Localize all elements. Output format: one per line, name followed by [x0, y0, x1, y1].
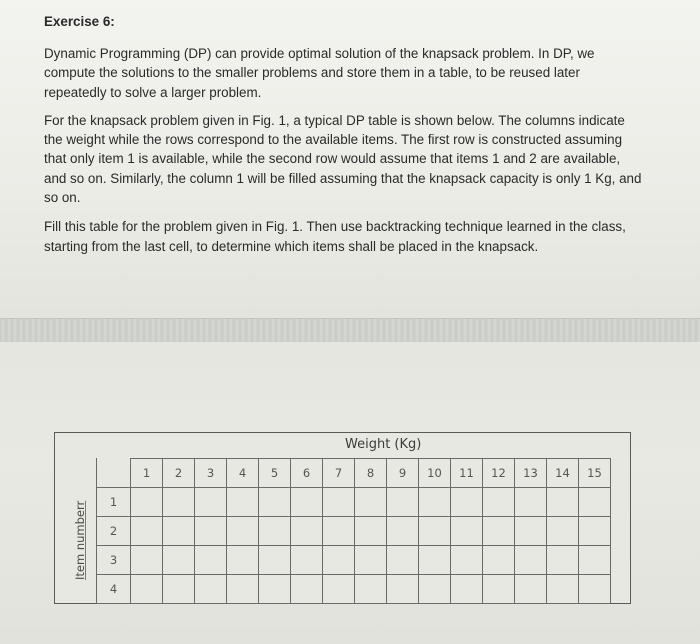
- item-row-header: 1: [97, 488, 131, 517]
- table-cell[interactable]: [163, 517, 195, 546]
- dp-table: [96, 458, 611, 604]
- table-cell[interactable]: [483, 575, 515, 604]
- table-cell[interactable]: [547, 546, 579, 575]
- table-cell[interactable]: [355, 517, 387, 546]
- table-cell[interactable]: [579, 517, 611, 546]
- table-cell[interactable]: [579, 488, 611, 517]
- exercise-text: [44, 12, 644, 263]
- weight-column-header: 2: [163, 459, 195, 488]
- table-cell[interactable]: [515, 517, 547, 546]
- item-axis-label: Item numberr: [73, 500, 87, 580]
- table-corner-cell: [97, 459, 131, 488]
- table-cell[interactable]: [163, 575, 195, 604]
- table-cell[interactable]: [291, 575, 323, 604]
- table-cell[interactable]: [195, 517, 227, 546]
- table-cell[interactable]: [227, 575, 259, 604]
- exercise-title: Exercise 6:: [44, 14, 115, 29]
- table-cell[interactable]: [387, 488, 419, 517]
- table-row: [97, 546, 611, 575]
- table-cell[interactable]: [387, 517, 419, 546]
- weight-column-header: 15: [579, 459, 611, 488]
- table-cell[interactable]: [579, 575, 611, 604]
- weight-column-header: 6: [291, 459, 323, 488]
- weight-column-header: 10: [419, 459, 451, 488]
- table-cell[interactable]: [259, 575, 291, 604]
- table-cell[interactable]: [291, 488, 323, 517]
- table-cell[interactable]: [419, 546, 451, 575]
- table-cell[interactable]: [163, 546, 195, 575]
- table-cell[interactable]: [451, 517, 483, 546]
- table-cell[interactable]: [483, 517, 515, 546]
- table-cell[interactable]: [547, 575, 579, 604]
- table-cell[interactable]: [227, 517, 259, 546]
- table-row: [97, 517, 611, 546]
- table-cell[interactable]: [579, 546, 611, 575]
- table-cell[interactable]: [323, 517, 355, 546]
- table-cell[interactable]: [259, 488, 291, 517]
- table-cell[interactable]: [387, 546, 419, 575]
- weight-header-row: [97, 459, 611, 488]
- weight-column-header: 5: [259, 459, 291, 488]
- item-row-header: 2: [97, 517, 131, 546]
- table-cell[interactable]: [451, 546, 483, 575]
- weight-column-header: 4: [227, 459, 259, 488]
- weight-column-header: 12: [483, 459, 515, 488]
- table-cell[interactable]: [355, 546, 387, 575]
- table-cell[interactable]: [195, 546, 227, 575]
- table-cell[interactable]: [451, 488, 483, 517]
- table-cell[interactable]: [227, 488, 259, 517]
- table-cell[interactable]: [195, 488, 227, 517]
- item-row-header: 4: [97, 575, 131, 604]
- table-cell[interactable]: [451, 575, 483, 604]
- weight-axis-label: Weight (Kg): [345, 437, 422, 452]
- page-divider-band: [0, 318, 700, 344]
- table-cell[interactable]: [291, 517, 323, 546]
- table-row: [97, 488, 611, 517]
- table-cell[interactable]: [515, 575, 547, 604]
- table-row: [97, 575, 611, 604]
- item-row-header: 3: [97, 546, 131, 575]
- weight-column-header: 3: [195, 459, 227, 488]
- table-cell[interactable]: [259, 517, 291, 546]
- table-cell[interactable]: [323, 575, 355, 604]
- table-cell[interactable]: [131, 488, 163, 517]
- table-cell[interactable]: [419, 488, 451, 517]
- table-cell[interactable]: [515, 546, 547, 575]
- table-cell[interactable]: [323, 488, 355, 517]
- table-cell[interactable]: [227, 546, 259, 575]
- table-cell[interactable]: [323, 546, 355, 575]
- table-cell[interactable]: [131, 546, 163, 575]
- exercise-paragraph-2: For the knapsack problem given in Fig. 1, a typical DP table is shown below. The columns indicate the weight while the rows correspond to the available items. The first row is constructed assuming that only item 1 is available, while the second row would assume that items 1 and 2 are available, and so on. Similarly, the column 1 will be filled assuming that the knapsack capacity is only 1 Kg, and so on.: [44, 112, 642, 206]
- table-cell[interactable]: [547, 517, 579, 546]
- weight-column-header: 13: [515, 459, 547, 488]
- weight-column-header: 11: [451, 459, 483, 488]
- table-cell[interactable]: [483, 546, 515, 575]
- exercise-paragraph-3: Fill this table for the problem given in Fig. 1. Then use backtracking technique learned in the class, starting from the last cell, to determine which items shall be placed in the knapsack.: [44, 219, 626, 254]
- table-cell[interactable]: [419, 575, 451, 604]
- weight-column-header: 8: [355, 459, 387, 488]
- table-cell[interactable]: [131, 575, 163, 604]
- table-cell[interactable]: [387, 575, 419, 604]
- table-cell[interactable]: [195, 575, 227, 604]
- table-cell[interactable]: [259, 546, 291, 575]
- weight-column-header: 9: [387, 459, 419, 488]
- table-cell[interactable]: [547, 488, 579, 517]
- weight-column-header: 14: [547, 459, 579, 488]
- exercise-paragraph-1: Dynamic Programming (DP) can provide optimal solution of the knapsack problem. In DP, we compute the solutions to the smaller problems and store them in a table, to be reused later repeatedly to solve a larger problem.: [44, 46, 595, 100]
- table-cell[interactable]: [291, 546, 323, 575]
- table-cell[interactable]: [419, 517, 451, 546]
- weight-column-header: 1: [131, 459, 163, 488]
- table-cell[interactable]: [163, 488, 195, 517]
- table-cell[interactable]: [515, 488, 547, 517]
- table-cell[interactable]: [483, 488, 515, 517]
- weight-column-header: 7: [323, 459, 355, 488]
- table-cell[interactable]: [355, 575, 387, 604]
- table-cell[interactable]: [355, 488, 387, 517]
- table-cell[interactable]: [131, 517, 163, 546]
